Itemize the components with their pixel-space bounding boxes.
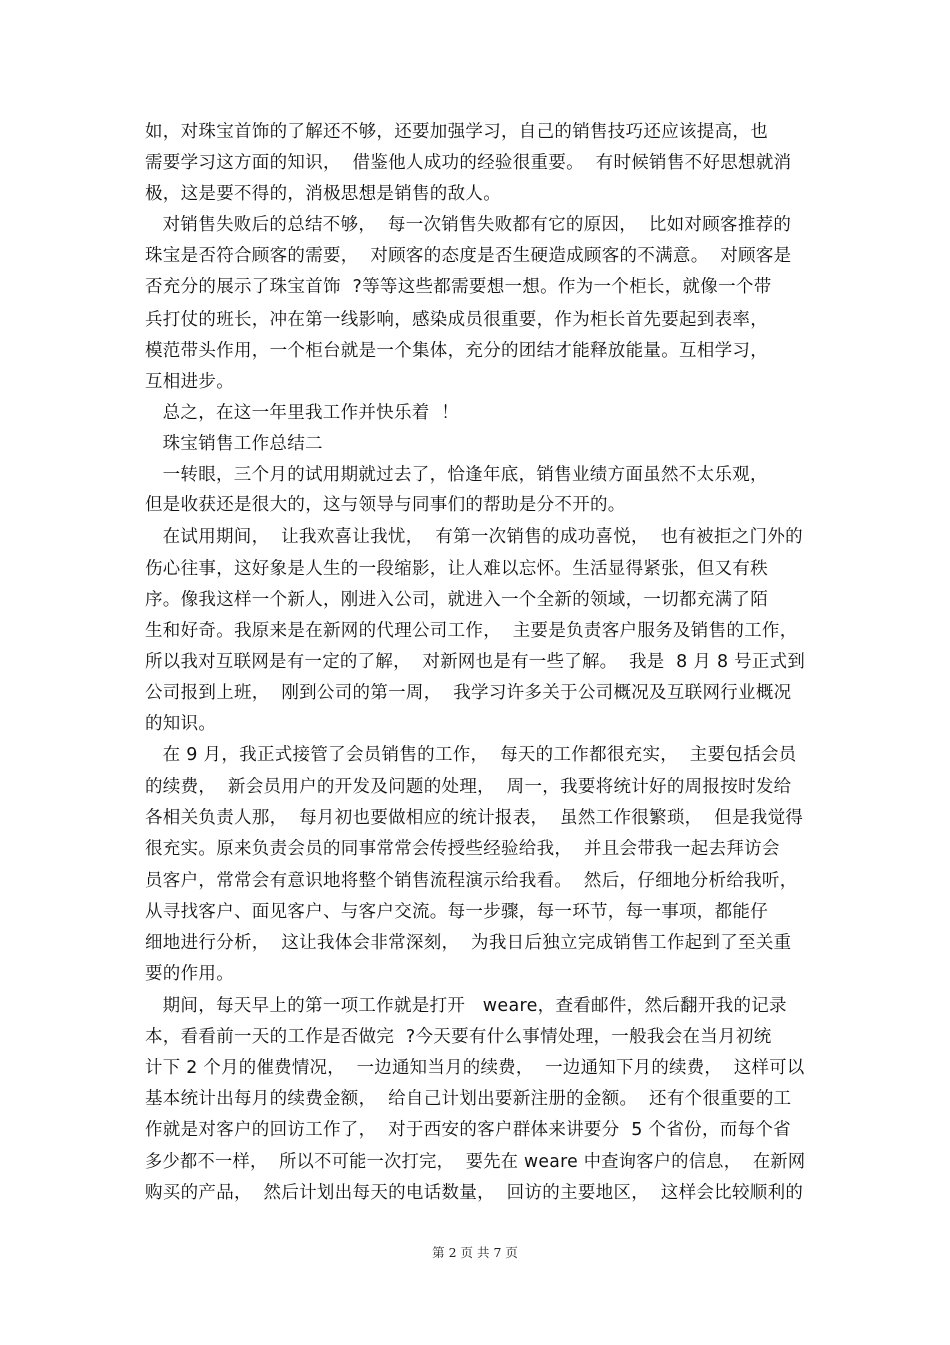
- text-line: 需要学习这方面的知识， 借鉴他人成功的经验很重要。 有时候销售不好思想就消: [145, 153, 792, 173]
- text-line: 在试用期间， 让我欢喜让我忧， 有第一次销售的成功喜悦， 也有被拒之门外的: [145, 527, 803, 547]
- section-heading: 珠宝销售工作总结二: [145, 434, 323, 454]
- text-line: 从寻找客户、面见客户、与客户交流。每一步骤，每一环节，每一事项，都能仔: [145, 902, 768, 922]
- text-line: 伤心往事，这好象是人生的一段缩影，让人难以忘怀。生活显得紧张，但又有秩: [145, 559, 768, 579]
- text-line: 的续费， 新会员用户的开发及问题的处理， 周一，我要将统计好的周报按时发给: [145, 777, 792, 797]
- text-line: 在 9 月，我正式接管了会员销售的工作， 每天的工作都很充实， 主要包括会员: [145, 745, 797, 765]
- text-line: 总之，在这一年里我工作并快乐着 ！: [145, 403, 460, 423]
- text-line: 期间，每天早上的第一项工作就是打开 weare，查看邮件，然后翻开我的记录: [145, 996, 787, 1016]
- text-line: 模范带头作用，一个柜台就是一个集体，充分的团结才能释放能量。互相学习，: [145, 341, 768, 361]
- text-line: 要的作用。: [145, 964, 234, 984]
- text-line: 序。像我这样一个新人，刚进入公司，就进入一个全新的领域，一切都充满了陌: [145, 590, 768, 610]
- text-line: 细地进行分析， 这让我体会非常深刻， 为我日后独立完成销售工作起到了至关重: [145, 933, 792, 953]
- text-line: 计下 2 个月的催费情况， 一边通知当月的续费， 一边通知下月的续费， 这样可以: [145, 1058, 805, 1078]
- text-line: 极，这是要不得的，消极思想是销售的敌人。: [145, 184, 501, 204]
- text-line: 作就是对客户的回访工作了， 对于西安的客户群体来讲要分 5 个省份，而每个省: [145, 1120, 791, 1140]
- text-line: 如，对珠宝首饰的了解还不够，还要加强学习，自己的销售技巧还应该提高，也: [145, 122, 768, 142]
- text-line: 互相进步。: [145, 372, 234, 392]
- text-line: 对销售失败后的总结不够， 每一次销售失败都有它的原因， 比如对顾客推荐的: [145, 215, 792, 235]
- text-line: 本，看看前一天的工作是否做完 ?今天要有什么事情处理，一般我会在当月初统: [145, 1027, 772, 1047]
- text-line: 但是收获还是很大的，这与领导与同事们的帮助是分不开的。: [145, 495, 626, 515]
- text-line: 公司报到上班， 刚到公司的第一周， 我学习许多关于公司概况及互联网行业概况: [145, 683, 792, 703]
- text-line: 所以我对互联网是有一定的了解， 对新网也是有一些了解。 我是 8 月 8 号正式到: [145, 652, 806, 672]
- text-line: 生和好奇。我原来是在新网的代理公司工作， 主要是负责客户服务及销售的工作，: [145, 621, 798, 641]
- text-line: 基本统计出每月的续费金额， 给自己计划出要新注册的金额。 还有个很重要的工: [145, 1089, 792, 1109]
- text-line: 一转眼，三个月的试用期就过去了，恰逢年底，销售业绩方面虽然不太乐观，: [145, 465, 768, 485]
- text-line: 员客户，常常会有意识地将整个销售流程演示给我看。 然后，仔细地分析给我听，: [145, 871, 798, 891]
- text-line: 珠宝是否符合顾客的需要， 对顾客的态度是否生硬造成顾客的不满意。 对顾客是: [145, 246, 792, 266]
- text-line: 否充分的展示了珠宝首饰 ?等等这些都需要想一想。作为一个柜长，就像一个带: [145, 277, 772, 297]
- text-line: 多少都不一样， 所以不可能一次打完， 要先在 weare 中查询客户的信息， 在新网: [145, 1152, 806, 1172]
- text-line: 购买的产品， 然后计划出每天的电话数量， 回访的主要地区， 这样会比较顺利的: [145, 1183, 804, 1203]
- page-number-footer: 第 2 页 共 7 页: [432, 1245, 518, 1260]
- text-line: 兵打仗的班长，冲在第一线影响，感染成员很重要，作为柜长首先要起到表率，: [145, 310, 768, 330]
- text-line: 很充实。原来负责会员的同事常常会传授些经验给我， 并且会带我一起去拜访会: [145, 839, 780, 859]
- text-line: 的知识。: [145, 714, 217, 734]
- text-line: 各相关负责人那， 每月初也要做相应的统计报表， 虽然工作很繁琐， 但是我觉得: [145, 808, 804, 828]
